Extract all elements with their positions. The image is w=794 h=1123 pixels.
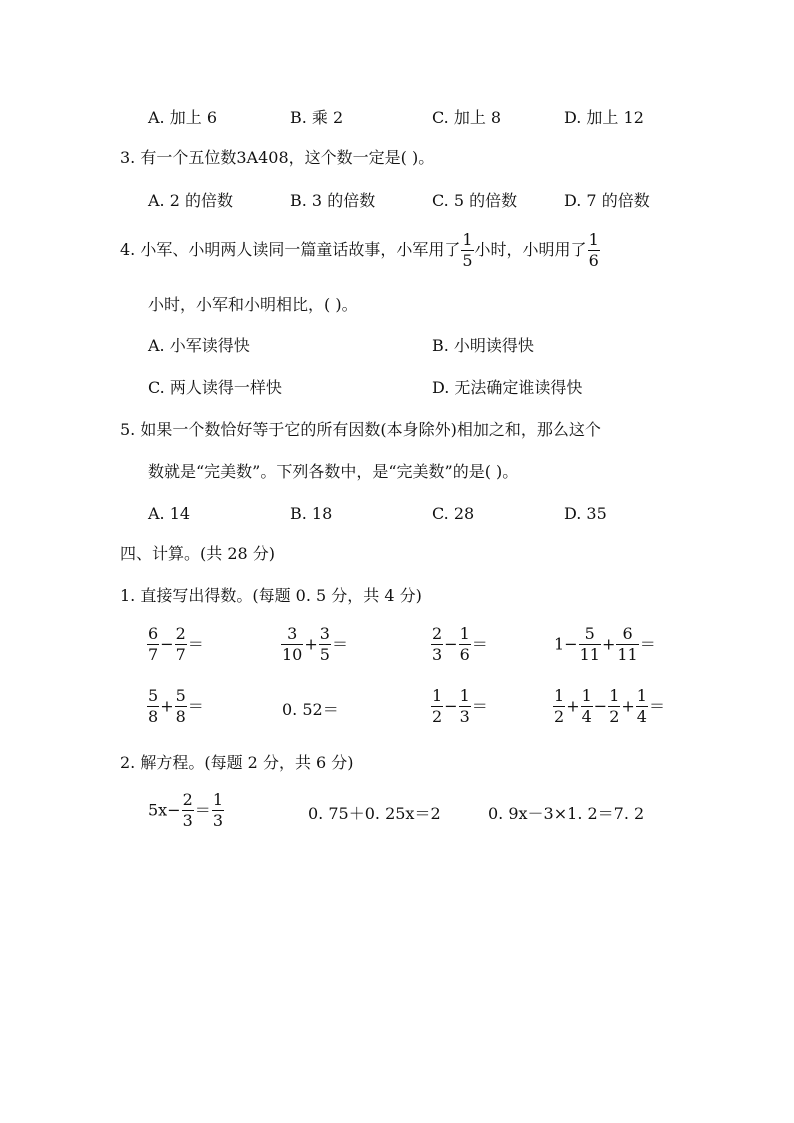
q5-stem-a: 5. 如果一个数恰好等于它的所有因数(本身除外)相加之和，那么这个: [120, 420, 601, 439]
q3-option-b: B. 3 的倍数: [290, 191, 376, 210]
calc-8-n3: 1: [609, 686, 620, 705]
q5-option-a: A. 14: [148, 504, 191, 523]
q4-f2-denominator: 6: [588, 251, 599, 270]
calc-1-n2: 2: [175, 624, 186, 643]
section4-title: 四、计算。(共 28 分): [120, 544, 276, 563]
calc-3-op: −: [444, 634, 458, 654]
calc-4-n1: 5: [579, 626, 601, 645]
calc-4-n2: 6: [616, 626, 638, 645]
calc-2-d2: 5: [319, 645, 330, 664]
calc-3-d1: 3: [432, 645, 443, 664]
calc-5-op: +: [160, 696, 174, 716]
calc-8-d4: 4: [636, 707, 647, 726]
calc-5-n2: 5: [175, 686, 186, 705]
calc-2-d1: 10: [282, 645, 303, 664]
calc-6: 0. 52＝: [282, 700, 339, 719]
equation-1-n1: 2: [182, 790, 193, 809]
calc-8-n1: 1: [554, 686, 565, 705]
q4-f1-denominator: 5: [462, 251, 473, 270]
calc-1-d1: 7: [148, 645, 159, 664]
calc-7-n1: 1: [432, 686, 443, 705]
calc-8-op2: −: [593, 696, 608, 716]
q4-stem-line1: [120, 232, 601, 269]
q5-stem-b: 数就是“完美数”。下列各数中，是“完美数”的是( )。: [148, 462, 519, 481]
q3-option-c: C. 5 的倍数: [432, 191, 518, 210]
q4-stem-c: 小时，小军和小明相比，( )。: [148, 295, 358, 314]
q2-option-a: A. 加上 6: [148, 108, 217, 127]
calc-3: [430, 626, 488, 663]
calc-1-eq: ＝: [187, 634, 204, 654]
calc-7-d2: 3: [459, 707, 470, 726]
calc-4-op2: +: [601, 634, 616, 654]
calc-1-n1: 6: [148, 624, 159, 643]
calc-7-eq: ＝: [471, 696, 488, 716]
q4-f1-numerator: 1: [462, 230, 473, 249]
calc-4-d1: 11: [579, 645, 600, 664]
equation-1-n2: 1: [212, 790, 223, 809]
calc-8-op1: +: [566, 696, 580, 716]
calc-2-op: +: [304, 634, 318, 654]
q4-fraction-1: [461, 232, 473, 269]
calc-5-eq: ＝: [187, 696, 204, 716]
calc-2: [280, 626, 348, 663]
part2-title: 2. 解方程。(每题 2 分，共 6 分): [120, 753, 354, 772]
q3-option-d: D. 7 的倍数: [564, 191, 650, 210]
calc-4: [554, 626, 656, 663]
calc-3-eq: ＝: [471, 634, 488, 654]
equation-1-eq: ＝: [194, 800, 211, 820]
calc-5-d1: 8: [148, 707, 159, 726]
calc-7-op: −: [444, 696, 458, 716]
calc-4-d2: 11: [617, 645, 638, 664]
q3-stem: 3. 有一个五位数3A408，这个数一定是( )。: [120, 148, 435, 167]
q4-stem-a: 4. 小军、小明两人读同一篇童话故事，小军用了: [120, 240, 461, 259]
calc-2-n2: 3: [319, 624, 330, 643]
equation-1-d2: 3: [212, 811, 223, 830]
q3-option-a: A. 2 的倍数: [148, 191, 233, 210]
equation-1: [148, 792, 225, 829]
calc-8-n2: 1: [581, 686, 592, 705]
q4-stem-b: 小时，小明用了: [474, 240, 587, 259]
calc-8-d1: 2: [554, 707, 565, 726]
calc-5-d2: 8: [175, 707, 186, 726]
calc-8: [552, 688, 665, 725]
calc-8-d3: 2: [609, 707, 620, 726]
calc-8-op3: +: [621, 696, 635, 716]
q4-option-c: C. 两人读得一样快: [148, 378, 282, 397]
calc-2-n1: 3: [281, 626, 303, 645]
calc-4-pre: 1: [554, 634, 565, 654]
calc-3-n2: 1: [459, 624, 470, 643]
q5-option-c: C. 28: [432, 504, 475, 523]
calc-5: [146, 688, 204, 725]
q4-fraction-2: [588, 232, 600, 269]
q2-option-b: B. 乘 2: [290, 108, 344, 127]
calc-7: [430, 688, 488, 725]
q4-option-d: D. 无法确定谁读得快: [432, 378, 583, 397]
equation-1-d1: 3: [182, 811, 193, 830]
q4-f2-numerator: 1: [588, 230, 599, 249]
calc-8-eq: ＝: [648, 696, 665, 716]
calc-7-n2: 1: [459, 686, 470, 705]
equation-2: 0. 75＋0. 25x＝2: [308, 804, 441, 823]
part1-title: 1. 直接写出得数。(每题 0. 5 分，共 4 分): [120, 586, 422, 605]
calc-3-n1: 2: [432, 624, 443, 643]
q4-option-b: B. 小明读得快: [432, 336, 534, 355]
q5-option-d: D. 35: [564, 504, 607, 523]
q4-option-a: A. 小军读得快: [148, 336, 250, 355]
calc-1: [146, 626, 204, 663]
calc-1-d2: 7: [175, 645, 186, 664]
equation-3: 0. 9x－3×1. 2＝7. 2: [488, 804, 645, 823]
calc-1-op: −: [160, 634, 174, 654]
calc-4-op1: −: [564, 634, 578, 654]
equation-1-op: −: [167, 800, 181, 820]
calc-8-n4: 1: [636, 686, 647, 705]
q5-option-b: B. 18: [290, 504, 333, 523]
q2-option-d: D. 加上 12: [564, 108, 644, 127]
calc-7-d1: 2: [432, 707, 443, 726]
equation-1-pre: 5x: [148, 800, 168, 820]
calc-5-n1: 5: [148, 686, 159, 705]
calc-8-d2: 4: [581, 707, 592, 726]
calc-4-eq: ＝: [639, 634, 656, 654]
calc-2-eq: ＝: [331, 634, 348, 654]
q2-option-c: C. 加上 8: [432, 108, 502, 127]
calc-3-d2: 6: [459, 645, 470, 664]
